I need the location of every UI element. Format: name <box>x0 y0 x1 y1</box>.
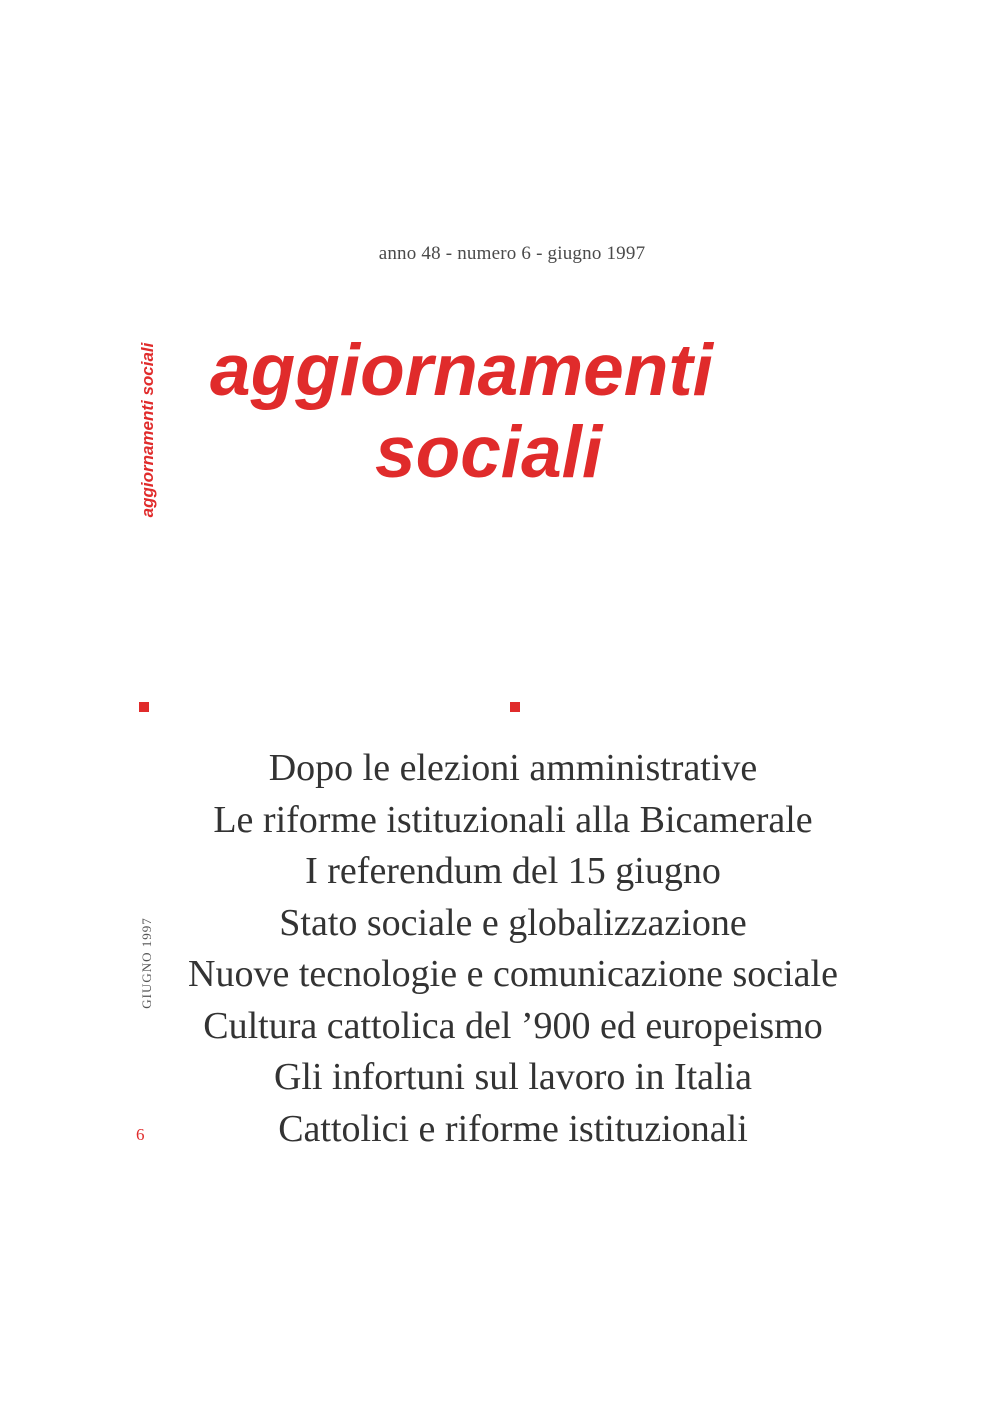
contents-item: I referendum del 15 giugno <box>305 850 721 892</box>
contents-list <box>0 743 1000 1155</box>
contents-item: Stato sociale e globalizzazione <box>279 901 747 944</box>
contents-item: Gli infortuni sul lavoro in Italia <box>273 1056 753 1098</box>
spine-date: GIUGNO 1997 <box>139 917 154 1009</box>
contents-item: Nuove tecnologie e comunicazione sociale <box>188 953 838 995</box>
red-square-marker-right <box>510 702 520 712</box>
masthead-title-line1: aggiornamenti <box>210 330 713 411</box>
red-square-marker-left <box>139 702 149 712</box>
contents-item: Cultura cattolica del ’900 ed europeismo <box>203 1004 823 1047</box>
spine-issue-number: 6 <box>136 1125 145 1144</box>
issue-line: anno 48 - numero 6 - giugno 1997 <box>378 243 646 264</box>
contents-item: Cattolici e riforme istituzionali <box>278 1107 748 1150</box>
spine-title: aggiornamenti sociali <box>138 342 157 518</box>
masthead-title-line2: sociali <box>375 412 603 493</box>
contents-item: Dopo le elezioni amministrative <box>268 747 758 789</box>
contents-item: Le riforme istituzionali alla Bicamerale <box>213 798 813 841</box>
